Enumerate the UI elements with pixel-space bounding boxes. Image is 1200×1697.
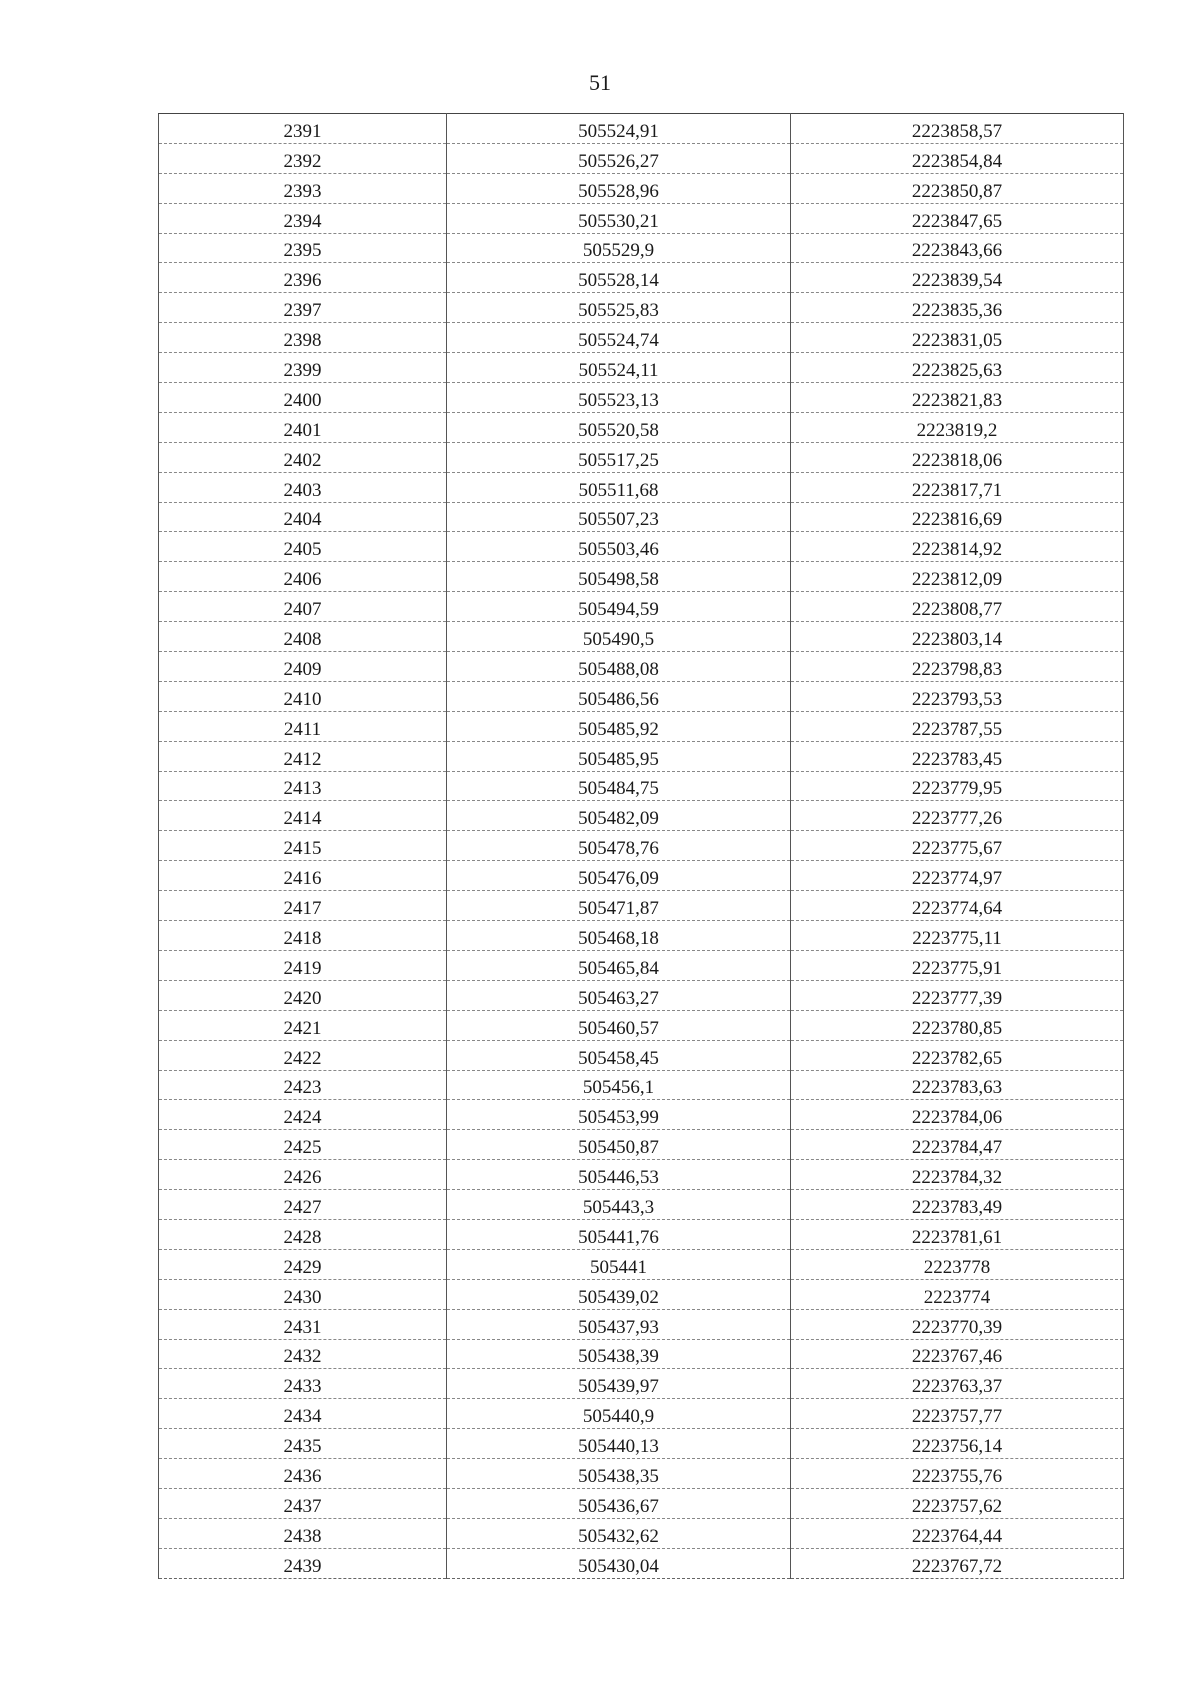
y-coordinate-cell: 2223812,09 [791, 562, 1124, 592]
y-coordinate-cell: 2223775,91 [791, 950, 1124, 980]
x-coordinate-cell: 505441 [447, 1249, 791, 1279]
point-number-cell: 2417 [159, 891, 447, 921]
table-row [159, 592, 1124, 622]
x-coordinate-cell: 505471,87 [447, 891, 791, 921]
x-coordinate-cell: 505458,45 [447, 1040, 791, 1070]
y-coordinate-cell: 2223757,77 [791, 1399, 1124, 1429]
x-coordinate-cell: 505446,53 [447, 1160, 791, 1190]
x-coordinate-cell: 505529,9 [447, 233, 791, 263]
x-coordinate-cell: 505432,62 [447, 1518, 791, 1548]
y-coordinate-cell: 2223757,62 [791, 1488, 1124, 1518]
y-coordinate-cell: 2223763,37 [791, 1369, 1124, 1399]
x-coordinate-cell: 505430,04 [447, 1548, 791, 1578]
table-row [159, 1070, 1124, 1100]
x-coordinate-cell: 505443,3 [447, 1190, 791, 1220]
table-row [159, 1429, 1124, 1459]
y-coordinate-cell: 2223831,05 [791, 323, 1124, 353]
y-coordinate-cell: 2223847,65 [791, 203, 1124, 233]
x-coordinate-cell: 505485,95 [447, 741, 791, 771]
point-number-cell: 2421 [159, 1010, 447, 1040]
point-number-cell: 2415 [159, 831, 447, 861]
table-row [159, 1548, 1124, 1578]
x-coordinate-cell: 505437,93 [447, 1309, 791, 1339]
y-coordinate-cell: 2223774 [791, 1279, 1124, 1309]
x-coordinate-cell: 505465,84 [447, 950, 791, 980]
y-coordinate-cell: 2223774,64 [791, 891, 1124, 921]
table-row [159, 771, 1124, 801]
point-number-cell: 2397 [159, 293, 447, 323]
y-coordinate-cell: 2223784,47 [791, 1130, 1124, 1160]
table-row [159, 442, 1124, 472]
table-row [159, 711, 1124, 741]
y-coordinate-cell: 2223778 [791, 1249, 1124, 1279]
table-row [159, 233, 1124, 263]
table-row [159, 114, 1124, 144]
y-coordinate-cell: 2223780,85 [791, 1010, 1124, 1040]
point-number-cell: 2398 [159, 323, 447, 353]
x-coordinate-cell: 505526,27 [447, 143, 791, 173]
x-coordinate-cell: 505488,08 [447, 652, 791, 682]
y-coordinate-cell: 2223835,36 [791, 293, 1124, 323]
x-coordinate-cell: 505450,87 [447, 1130, 791, 1160]
x-coordinate-cell: 505484,75 [447, 771, 791, 801]
y-coordinate-cell: 2223819,2 [791, 412, 1124, 442]
x-coordinate-cell: 505485,92 [447, 711, 791, 741]
point-number-cell: 2396 [159, 263, 447, 293]
point-number-cell: 2416 [159, 861, 447, 891]
x-coordinate-cell: 505468,18 [447, 921, 791, 951]
table-row [159, 1130, 1124, 1160]
table-row [159, 950, 1124, 980]
x-coordinate-cell: 505438,39 [447, 1339, 791, 1369]
x-coordinate-cell: 505439,02 [447, 1279, 791, 1309]
point-number-cell: 2422 [159, 1040, 447, 1070]
x-coordinate-cell: 505439,97 [447, 1369, 791, 1399]
x-coordinate-cell: 505490,5 [447, 622, 791, 652]
y-coordinate-cell: 2223818,06 [791, 442, 1124, 472]
coordinates-table [158, 113, 1124, 1579]
y-coordinate-cell: 2223770,39 [791, 1309, 1124, 1339]
table-row [159, 323, 1124, 353]
y-coordinate-cell: 2223821,83 [791, 383, 1124, 413]
y-coordinate-cell: 2223764,44 [791, 1518, 1124, 1548]
point-number-cell: 2428 [159, 1219, 447, 1249]
table-row [159, 1190, 1124, 1220]
table-row [159, 652, 1124, 682]
point-number-cell: 2411 [159, 711, 447, 741]
point-number-cell: 2393 [159, 173, 447, 203]
table-row [159, 353, 1124, 383]
x-coordinate-cell: 505440,13 [447, 1429, 791, 1459]
point-number-cell: 2406 [159, 562, 447, 592]
table-row [159, 1369, 1124, 1399]
point-number-cell: 2429 [159, 1249, 447, 1279]
table-row [159, 383, 1124, 413]
point-number-cell: 2410 [159, 681, 447, 711]
x-coordinate-cell: 505494,59 [447, 592, 791, 622]
x-coordinate-cell: 505528,96 [447, 173, 791, 203]
point-number-cell: 2407 [159, 592, 447, 622]
point-number-cell: 2418 [159, 921, 447, 951]
x-coordinate-cell: 505517,25 [447, 442, 791, 472]
y-coordinate-cell: 2223784,06 [791, 1100, 1124, 1130]
y-coordinate-cell: 2223783,63 [791, 1070, 1124, 1100]
y-coordinate-cell: 2223839,54 [791, 263, 1124, 293]
point-number-cell: 2408 [159, 622, 447, 652]
point-number-cell: 2437 [159, 1488, 447, 1518]
x-coordinate-cell: 505528,14 [447, 263, 791, 293]
point-number-cell: 2391 [159, 114, 447, 144]
x-coordinate-cell: 505525,83 [447, 293, 791, 323]
table-row [159, 173, 1124, 203]
y-coordinate-cell: 2223777,39 [791, 980, 1124, 1010]
point-number-cell: 2438 [159, 1518, 447, 1548]
point-number-cell: 2401 [159, 412, 447, 442]
y-coordinate-cell: 2223850,87 [791, 173, 1124, 203]
page-number: 51 [589, 70, 611, 95]
y-coordinate-cell: 2223798,83 [791, 652, 1124, 682]
x-coordinate-cell: 505507,23 [447, 502, 791, 532]
y-coordinate-cell: 2223787,55 [791, 711, 1124, 741]
point-number-cell: 2432 [159, 1339, 447, 1369]
point-number-cell: 2405 [159, 532, 447, 562]
point-number-cell: 2392 [159, 143, 447, 173]
point-number-cell: 2414 [159, 801, 447, 831]
table-row [159, 203, 1124, 233]
point-number-cell: 2425 [159, 1130, 447, 1160]
point-number-cell: 2433 [159, 1369, 447, 1399]
x-coordinate-cell: 505498,58 [447, 562, 791, 592]
y-coordinate-cell: 2223793,53 [791, 681, 1124, 711]
coordinates-table-body [159, 114, 1124, 1579]
point-number-cell: 2412 [159, 741, 447, 771]
table-row [159, 1100, 1124, 1130]
table-row [159, 1399, 1124, 1429]
x-coordinate-cell: 505438,35 [447, 1459, 791, 1489]
table-row [159, 1040, 1124, 1070]
point-number-cell: 2395 [159, 233, 447, 263]
y-coordinate-cell: 2223803,14 [791, 622, 1124, 652]
point-number-cell: 2436 [159, 1459, 447, 1489]
table-row [159, 562, 1124, 592]
y-coordinate-cell: 2223783,49 [791, 1190, 1124, 1220]
x-coordinate-cell: 505436,67 [447, 1488, 791, 1518]
y-coordinate-cell: 2223775,11 [791, 921, 1124, 951]
table-row [159, 1518, 1124, 1548]
y-coordinate-cell: 2223843,66 [791, 233, 1124, 263]
x-coordinate-cell: 505523,13 [447, 383, 791, 413]
x-coordinate-cell: 505524,74 [447, 323, 791, 353]
point-number-cell: 2413 [159, 771, 447, 801]
point-number-cell: 2394 [159, 203, 447, 233]
point-number-cell: 2431 [159, 1309, 447, 1339]
x-coordinate-cell: 505476,09 [447, 861, 791, 891]
table-row [159, 472, 1124, 502]
x-coordinate-cell: 505530,21 [447, 203, 791, 233]
y-coordinate-cell: 2223777,26 [791, 801, 1124, 831]
x-coordinate-cell: 505503,46 [447, 532, 791, 562]
y-coordinate-cell: 2223817,71 [791, 472, 1124, 502]
table-row [159, 1219, 1124, 1249]
table-row [159, 502, 1124, 532]
point-number-cell: 2409 [159, 652, 447, 682]
y-coordinate-cell: 2223816,69 [791, 502, 1124, 532]
table-row [159, 741, 1124, 771]
x-coordinate-cell: 505460,57 [447, 1010, 791, 1040]
table-row [159, 980, 1124, 1010]
y-coordinate-cell: 2223825,63 [791, 353, 1124, 383]
y-coordinate-cell: 2223781,61 [791, 1219, 1124, 1249]
x-coordinate-cell: 505524,91 [447, 114, 791, 144]
point-number-cell: 2420 [159, 980, 447, 1010]
y-coordinate-cell: 2223784,32 [791, 1160, 1124, 1190]
x-coordinate-cell: 505520,58 [447, 412, 791, 442]
table-row [159, 143, 1124, 173]
table-row [159, 801, 1124, 831]
x-coordinate-cell: 505453,99 [447, 1100, 791, 1130]
point-number-cell: 2404 [159, 502, 447, 532]
table-row [159, 1459, 1124, 1489]
table-row [159, 681, 1124, 711]
y-coordinate-cell: 2223767,46 [791, 1339, 1124, 1369]
point-number-cell: 2419 [159, 950, 447, 980]
x-coordinate-cell: 505486,56 [447, 681, 791, 711]
x-coordinate-cell: 505524,11 [447, 353, 791, 383]
point-number-cell: 2427 [159, 1190, 447, 1220]
y-coordinate-cell: 2223774,97 [791, 861, 1124, 891]
table-row [159, 1488, 1124, 1518]
y-coordinate-cell: 2223858,57 [791, 114, 1124, 144]
table-row [159, 831, 1124, 861]
x-coordinate-cell: 505456,1 [447, 1070, 791, 1100]
y-coordinate-cell: 2223814,92 [791, 532, 1124, 562]
y-coordinate-cell: 2223782,65 [791, 1040, 1124, 1070]
y-coordinate-cell: 2223808,77 [791, 592, 1124, 622]
table-row [159, 891, 1124, 921]
table-row [159, 263, 1124, 293]
point-number-cell: 2439 [159, 1548, 447, 1578]
point-number-cell: 2403 [159, 472, 447, 502]
y-coordinate-cell: 2223783,45 [791, 741, 1124, 771]
x-coordinate-cell: 505511,68 [447, 472, 791, 502]
y-coordinate-cell: 2223755,76 [791, 1459, 1124, 1489]
point-number-cell: 2399 [159, 353, 447, 383]
point-number-cell: 2426 [159, 1160, 447, 1190]
x-coordinate-cell: 505478,76 [447, 831, 791, 861]
point-number-cell: 2434 [159, 1399, 447, 1429]
y-coordinate-cell: 2223767,72 [791, 1548, 1124, 1578]
table-row [159, 1160, 1124, 1190]
point-number-cell: 2400 [159, 383, 447, 413]
y-coordinate-cell: 2223775,67 [791, 831, 1124, 861]
table-row [159, 1249, 1124, 1279]
table-row [159, 622, 1124, 652]
point-number-cell: 2435 [159, 1429, 447, 1459]
y-coordinate-cell: 2223854,84 [791, 143, 1124, 173]
table-row [159, 1309, 1124, 1339]
point-number-cell: 2402 [159, 442, 447, 472]
table-row [159, 412, 1124, 442]
y-coordinate-cell: 2223779,95 [791, 771, 1124, 801]
point-number-cell: 2424 [159, 1100, 447, 1130]
y-coordinate-cell: 2223756,14 [791, 1429, 1124, 1459]
point-number-cell: 2423 [159, 1070, 447, 1100]
table-row [159, 532, 1124, 562]
table-row [159, 1279, 1124, 1309]
table-row [159, 861, 1124, 891]
x-coordinate-cell: 505440,9 [447, 1399, 791, 1429]
point-number-cell: 2430 [159, 1279, 447, 1309]
table-row [159, 921, 1124, 951]
x-coordinate-cell: 505463,27 [447, 980, 791, 1010]
table-row [159, 293, 1124, 323]
x-coordinate-cell: 505441,76 [447, 1219, 791, 1249]
x-coordinate-cell: 505482,09 [447, 801, 791, 831]
table-row [159, 1010, 1124, 1040]
table-row [159, 1339, 1124, 1369]
